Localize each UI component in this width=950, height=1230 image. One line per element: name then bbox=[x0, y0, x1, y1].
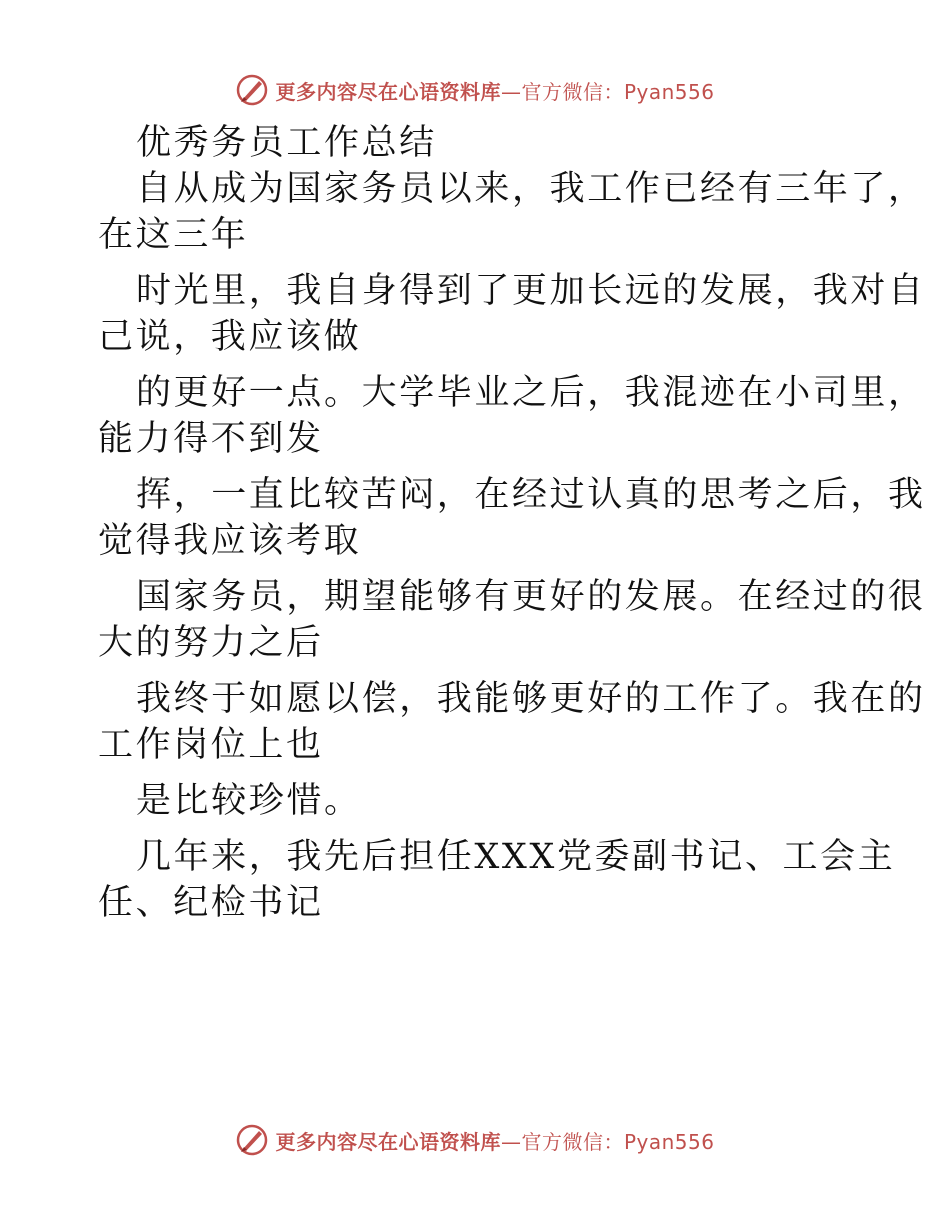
doc-title: 优秀务员工作总结 bbox=[136, 123, 437, 163]
paragraph-line: 是比较珍惜。 bbox=[136, 781, 362, 821]
quill-pen-logo-icon bbox=[235, 73, 269, 107]
paragraph-line: 能力得不到发 bbox=[98, 419, 324, 459]
paragraph-line: 大的努力之后 bbox=[98, 623, 324, 663]
paragraph-line: 己说，我应该做 bbox=[98, 317, 362, 357]
paragraph-line: 几年来，我先后担任XXX党委副书记、工会主 bbox=[136, 837, 896, 877]
paragraph-line: 我终于如愿以偿，我能够更好的工作了。我在的 bbox=[136, 679, 926, 719]
paragraph-line: 在这三年 bbox=[98, 215, 249, 255]
paragraph-line: 时光里，我自身得到了更加长远的发展，我对自 bbox=[136, 271, 926, 311]
document-body bbox=[98, 120, 926, 926]
banner-text: 更多内容尽在心语资料库—官方微信：Pyan556 bbox=[275, 79, 715, 104]
paragraph-line: 工作岗位上也 bbox=[98, 725, 324, 765]
paragraph-line: 自从成为国家务员以来，我工作已经有三年了， bbox=[136, 169, 926, 209]
paragraph-line: 任、纪检书记 bbox=[98, 883, 324, 923]
footer-banner bbox=[0, 1120, 950, 1160]
header-banner bbox=[0, 70, 950, 110]
quill-pen-logo-icon bbox=[235, 1123, 269, 1157]
paragraph-line: 觉得我应该考取 bbox=[98, 521, 362, 561]
banner-text: 更多内容尽在心语资料库—官方微信：Pyan556 bbox=[275, 1129, 715, 1154]
paragraph-line: 的更好一点。大学毕业之后，我混迹在小司里， bbox=[136, 373, 926, 413]
paragraph-line: 挥，一直比较苦闷，在经过认真的思考之后，我 bbox=[136, 475, 926, 515]
paragraph-line: 国家务员，期望能够有更好的发展。在经过的很 bbox=[136, 577, 926, 617]
